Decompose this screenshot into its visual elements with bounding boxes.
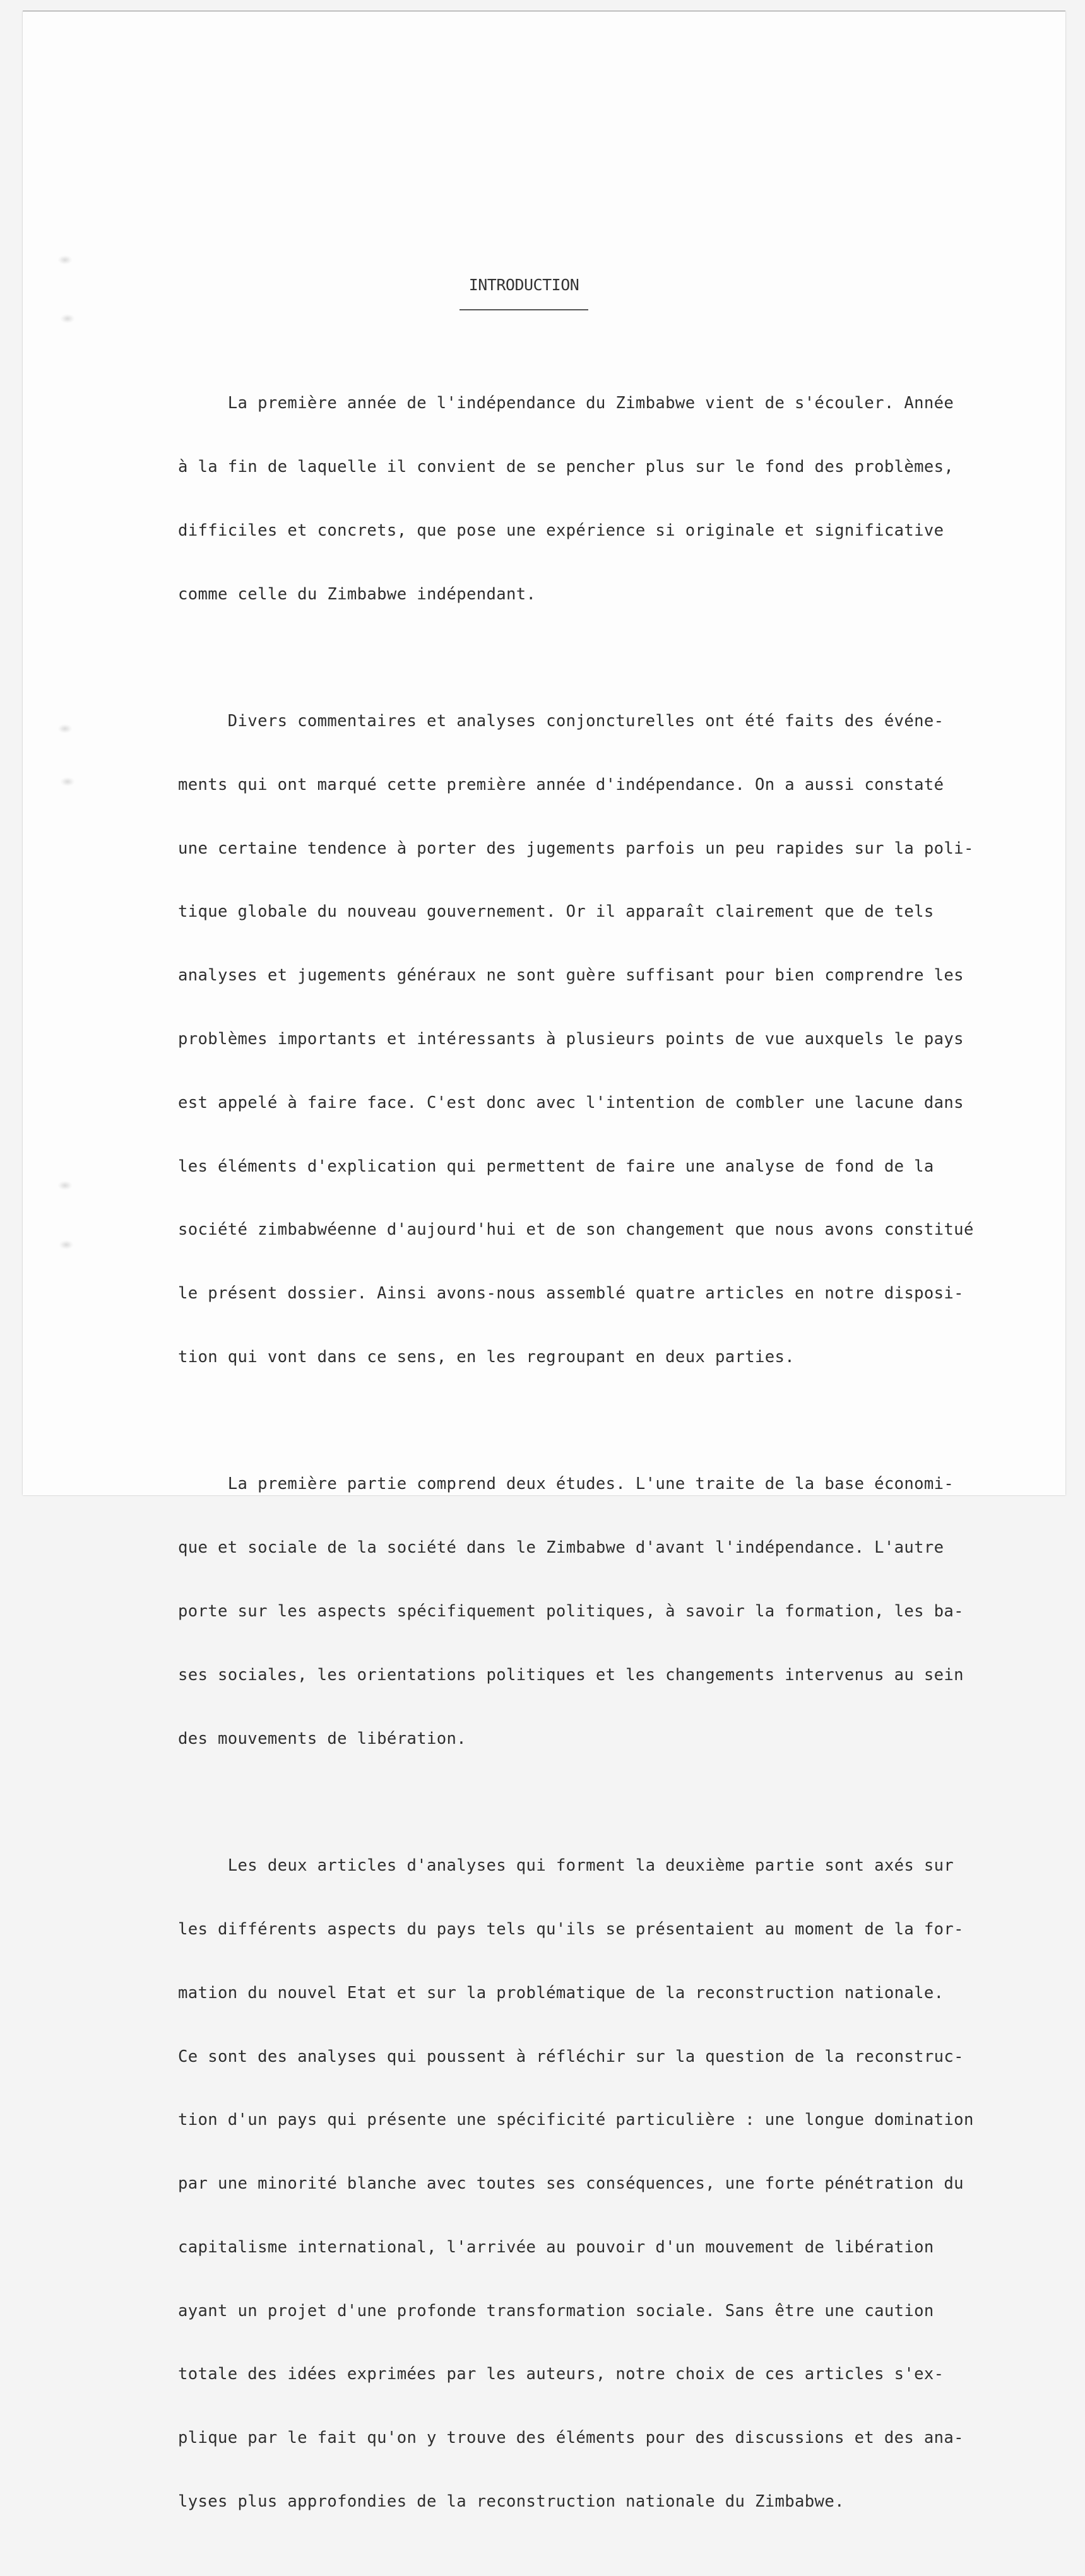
text-line: tion d'un pays qui présente une spécificité particulière : une longue domination bbox=[178, 2110, 974, 2130]
text-line: difficiles et concrets, que pose une expérience si originale et significative bbox=[178, 520, 944, 540]
paragraph bbox=[178, 1432, 1017, 1792]
text-line: mation du nouvel Etat et sur la problématique de la reconstruction nationale. bbox=[178, 1983, 944, 2003]
text-line: par une minorité blanche avec toutes ses conséquences, une forte pénétration du bbox=[178, 2174, 964, 2194]
document-body bbox=[178, 351, 1017, 2576]
paragraph bbox=[178, 1813, 1017, 2555]
text-line: porte sur les aspects spécifiquement politiques, à savoir la formation, les ba- bbox=[178, 1602, 964, 1621]
text-line: à la fin de laquelle il convient de se pencher plus sur le fond des problèmes, bbox=[178, 457, 954, 476]
punch-hole-mark bbox=[61, 314, 74, 323]
text-line: est appelé à faire face. C'est donc avec l'intention de combler une lacune dans bbox=[178, 1093, 964, 1112]
text-line: Divers commentaires et analyses conjoncturelles ont été faits des événe- bbox=[178, 712, 944, 731]
text-line: La première année de l'indépendance du Zimbabwe vient de s'écouler. Année bbox=[178, 394, 954, 413]
text-line: ayant un projet d'une profonde transformation sociale. Sans être une caution bbox=[178, 2301, 934, 2320]
document-title: INTRODUCTION bbox=[468, 276, 579, 294]
text-line: totale des idées exprimées par les auteurs, notre choix de ces articles s'ex- bbox=[178, 2365, 944, 2384]
text-line: ments qui ont marqué cette première année d'indépendance. On a aussi constaté bbox=[178, 775, 944, 794]
text-line: des mouvements de libération. bbox=[178, 1729, 467, 1748]
text-line: tion qui vont dans ce sens, en les regroupant en deux parties. bbox=[178, 1347, 795, 1367]
text-line: analyses et jugements généraux ne sont guère suffisant pour bien comprendre les bbox=[178, 966, 964, 985]
text-line: une certaine tendence à porter des jugements parfois un peu rapides sur la poli- bbox=[178, 838, 974, 858]
text-line: ses sociales, les orientations politiques et les changements intervenus au sein bbox=[178, 1665, 964, 1685]
text-line: problèmes importants et intéressants à plusieurs points de vue auxquels le pays bbox=[178, 1030, 964, 1049]
paragraph bbox=[178, 669, 1017, 1411]
paragraph bbox=[178, 351, 1017, 647]
punch-hole-mark bbox=[58, 256, 72, 264]
text-line: le présent dossier. Ainsi avons-nous assemblé quatre articles en notre disposi- bbox=[178, 1284, 964, 1303]
text-line: tique globale du nouveau gouvernement. Or il apparaît clairement que de tels bbox=[178, 902, 934, 922]
punch-hole-mark bbox=[58, 1181, 72, 1190]
text-line: comme celle du Zimbabwe indépendant. bbox=[178, 584, 537, 604]
text-line: que et sociale de la société dans le Zimbabwe d'avant l'indépendance. L'autre bbox=[178, 1538, 944, 1558]
text-line: les différents aspects du pays tels qu'ils se présentaient au moment de la for- bbox=[178, 1919, 964, 1939]
text-line: lyses plus approfondies de la reconstruction nationale du Zimbabwe. bbox=[178, 2491, 845, 2511]
punch-hole-mark bbox=[58, 724, 72, 733]
text-line: Les deux articles d'analyses qui forment la deuxième partie sont axés sur bbox=[178, 1856, 954, 1876]
text-line: plique par le fait qu'on y trouve des éléments pour des discussions et des ana- bbox=[178, 2428, 964, 2448]
text-line: société zimbabwéenne d'aujourd'hui et de son changement que nous avons constitué bbox=[178, 1220, 974, 1240]
text-line: les éléments d'explication qui permettent de faire une analyse de fond de la bbox=[178, 1156, 934, 1176]
text-line: Ce sont des analyses qui poussent à réfléchir sur la question de la reconstruc- bbox=[178, 2047, 964, 2066]
punch-hole-mark bbox=[59, 1240, 73, 1249]
text-line: La première partie comprend deux études. L'une traite de la base économi- bbox=[178, 1474, 954, 1494]
text-line: capitalisme international, l'arrivée au pouvoir d'un mouvement de libération bbox=[178, 2237, 934, 2257]
title-underline bbox=[459, 309, 588, 310]
punch-hole-mark bbox=[61, 777, 74, 786]
